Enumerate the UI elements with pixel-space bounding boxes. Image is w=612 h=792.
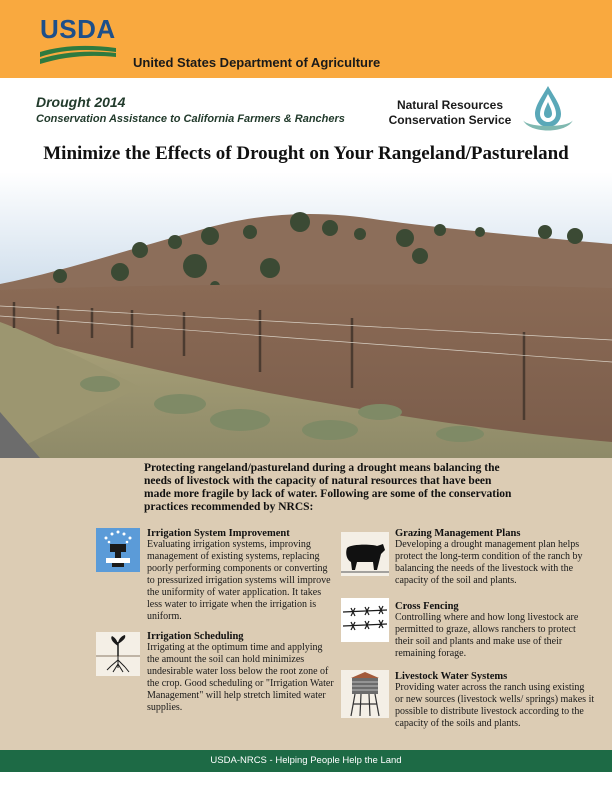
practice-title: Irrigation System Improvement (147, 528, 290, 539)
water-tower-icon (341, 670, 389, 718)
footer-tagline: USDA-NRCS - Helping People Help the Land (210, 755, 402, 766)
rangeland-photo (0, 172, 612, 458)
practice-body: Evaluating irrigation systems, improving management of existing systems, replacing poorly performing components or converting to pressurized irrigation systems will improve the uniformity of water application. It takes less water to irrigate when the irrigation is uniform. (147, 539, 331, 622)
nrcs-name (388, 98, 512, 128)
barbed-wire-icon (341, 598, 389, 642)
practice-grazing-management (395, 528, 595, 587)
usda-logo (40, 14, 116, 66)
practice-title: Cross Fencing (395, 601, 459, 612)
page-headline: Minimize the Effects of Drought on Your Rangeland/Pastureland (43, 143, 569, 164)
cow-icon (341, 532, 389, 576)
footer-bar (0, 750, 612, 772)
program-label: Conservation Assistance to California Farmers & Ranchers (36, 113, 345, 125)
practice-livestock-water (395, 671, 595, 730)
intro-paragraph: Protecting rangeland/pastureland during a drought means balancing the needs of livestock with the capacity of natural resources that have been made more fragile by lack of water. Following are some of the conservation practices recommended by NRCS: (144, 462, 512, 513)
practice-body: Developing a drought management plan helps protect the long-term condition of the ranch by balancing the needs of the livestock with the capacity of the soil and plants. (395, 539, 583, 586)
practice-irrigation-scheduling (147, 631, 337, 714)
practice-body: Irrigating at the optimum time and applying the amount the soil can hold minimizes undesirable water loss below the root zone of the crop. Good scheduling or "Irrigation Water Management" will help stretch limited water supplies. (147, 642, 334, 713)
practice-body: Providing water across the ranch using existing or new sources (livestock wells/ springs) makes it possible to distribute livestock according to the capacity of the soils and plants. (395, 682, 595, 729)
program-heading (36, 94, 345, 125)
nrcs-line-1: Natural Resources (396, 98, 504, 112)
sprinkler-icon (96, 528, 140, 572)
agency-full-name: United States Department of Agriculture (133, 55, 381, 70)
practice-title: Livestock Water Systems (395, 671, 508, 682)
seedling-icon (96, 632, 140, 676)
usda-wordmark: USDA (40, 14, 116, 44)
practice-irrigation-system (147, 528, 337, 623)
practice-title: Grazing Management Plans (395, 528, 521, 539)
nrcs-line-2: Conservation Service (388, 113, 512, 127)
practice-body: Controlling where and how long livestock are permitted to graze, allows ranchers to protect their soil and plants and make use of their remaining forage. (395, 612, 579, 659)
practice-cross-fencing (395, 601, 595, 660)
year-label: Drought 2014 (36, 94, 126, 110)
practice-title: Irrigation Scheduling (147, 631, 244, 642)
nrcs-water-drop-icon (519, 82, 577, 140)
